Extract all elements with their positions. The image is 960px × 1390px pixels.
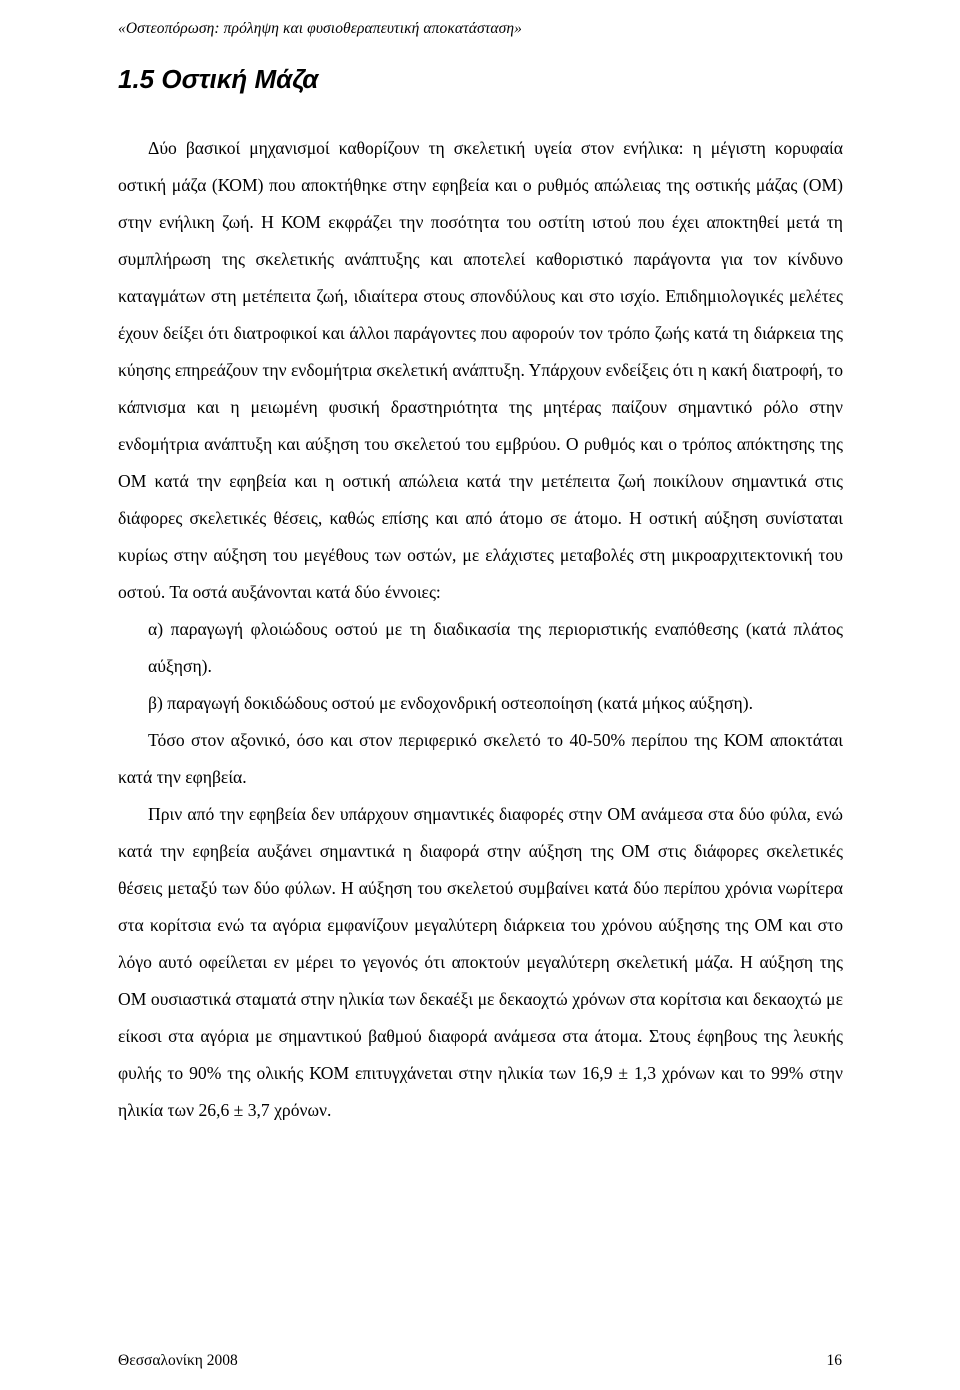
running-header: «Οστεοπόρωση: πρόληψη και φυσιοθεραπευτική αποκατάσταση»: [118, 20, 523, 37]
paragraph-2: Τόσο στον αξονικό, όσο και στον περιφερικό σκελετό το 40-50% περίπου της ΚΟΜ αποκτάται κατά την εφηβεία.: [118, 730, 843, 787]
page-number: 16: [826, 1352, 842, 1369]
footer-place-year: Θεσσαλονίκη 2008: [118, 1352, 238, 1369]
list-item-b: β) παραγωγή δοκιδώδους οστού με ενδοχονδρική οστεοποίηση (κατά μήκος αύξηση).: [148, 693, 753, 713]
list-item-a: α) παραγωγή φλοιώδους οστού με τη διαδικασία της περιοριστικής εναπόθεσης (κατά πλάτος αύξηση).: [148, 619, 843, 676]
body-text: [118, 130, 843, 1129]
paragraph-1: Δύο βασικοί μηχανισμοί καθορίζουν τη σκελετική υγεία στον ενήλικα: η μέγιστη κορυφαία οστική μάζα (ΚΟΜ) που αποκτήθηκε στην εφηβεία και ο ρυθμός απώλειας της οστικής μάζας (ΟΜ) στην ενήλικη ζωή. Η ΚΟΜ εκφράζει την ποσότητα του οστίτη ιστού που έχει αποκτηθεί μετά τη συμπλήρωση της σκελετικής ανάπτυξης και αποτελεί καθοριστικό παράγοντα για τον κίνδυνο καταγμάτων στη μετέπειτα ζωή, ιδιαίτερα στους σπονδύλους και στο ισχίο. Επιδημιολογικές μελέτες έχουν δείξει ότι διατροφικοί και άλλοι παράγοντες που αφορούν τον τρόπο ζωής κατά τη διάρκεια της κύησης επηρεάζουν την ενδομήτρια σκελετική ανάπτυξη. Υπάρχουν ενδείξεις ότι η κακή διατροφή, το κάπνισμα και η μειωμένη φυσική δραστηριότητα της μητέρας παίζουν σημαντικό ρόλο στην ενδομήτρια ανάπτυξη και αύξηση του σκελετού του εμβρύου. Ο ρυθμός και ο τρόπος απόκτησης της ΟΜ κατά την εφηβεία και η οστική απώλεια κατά την μετέπειτα ζωή ποικίλουν σημαντικά στις διάφορες σκελετικές θέσεις, καθώς επίσης και από άτομο σε άτομο. Η οστική αύξηση συνίσταται κυρίως στην αύξηση του μεγέθους των οστών, με ελάχιστες μεταβολές στη μικροαρχιτεκτονική του οστού. Τα οστά αυξάνονται κατά δύο έννοιες:: [118, 138, 843, 602]
paragraph-3: Πριν από την εφηβεία δεν υπάρχουν σημαντικές διαφορές στην ΟΜ ανάμεσα στα δύο φύλα, ενώ κατά την εφηβεία αυξάνει σημαντικά η διαφορά στην αύξηση της ΟΜ στις διάφορες σκελετικές θέσεις μεταξύ των δύο φύλων. Η αύξηση του σκελετού συμβαίνει κατά δύο περίπου χρόνια νωρίτερα στα κορίτσια ενώ τα αγόρια εμφανίζουν μεγαλύτερη διάρκεια του χρόνου αύξησης της ΟΜ και στο λόγο αυτό οφείλεται εν μέρει το γεγονός ότι αποκτούν μεγαλύτερη σκελετική μάζα. Η αύξηση της ΟΜ ουσιαστικά σταματά στην ηλικία των δεκαέξι με δεκαοχτώ χρόνων στα κορίτσια και δεκαοχτώ με είκοσι στα αγόρια με σημαντικού βαθμού διαφορά ανάμεσα στα άτομα. Στους έφηβους της λευκής φυλής το 90% της ολικής ΚΟΜ επιτυγχάνεται στην ηλικία των 16,9 ± 1,3 χρόνων και το 99% στην ηλικία των 26,6 ± 3,7 χρόνων.: [118, 804, 843, 1120]
section-title: 1.5 Οστική Μάζα: [118, 64, 319, 94]
